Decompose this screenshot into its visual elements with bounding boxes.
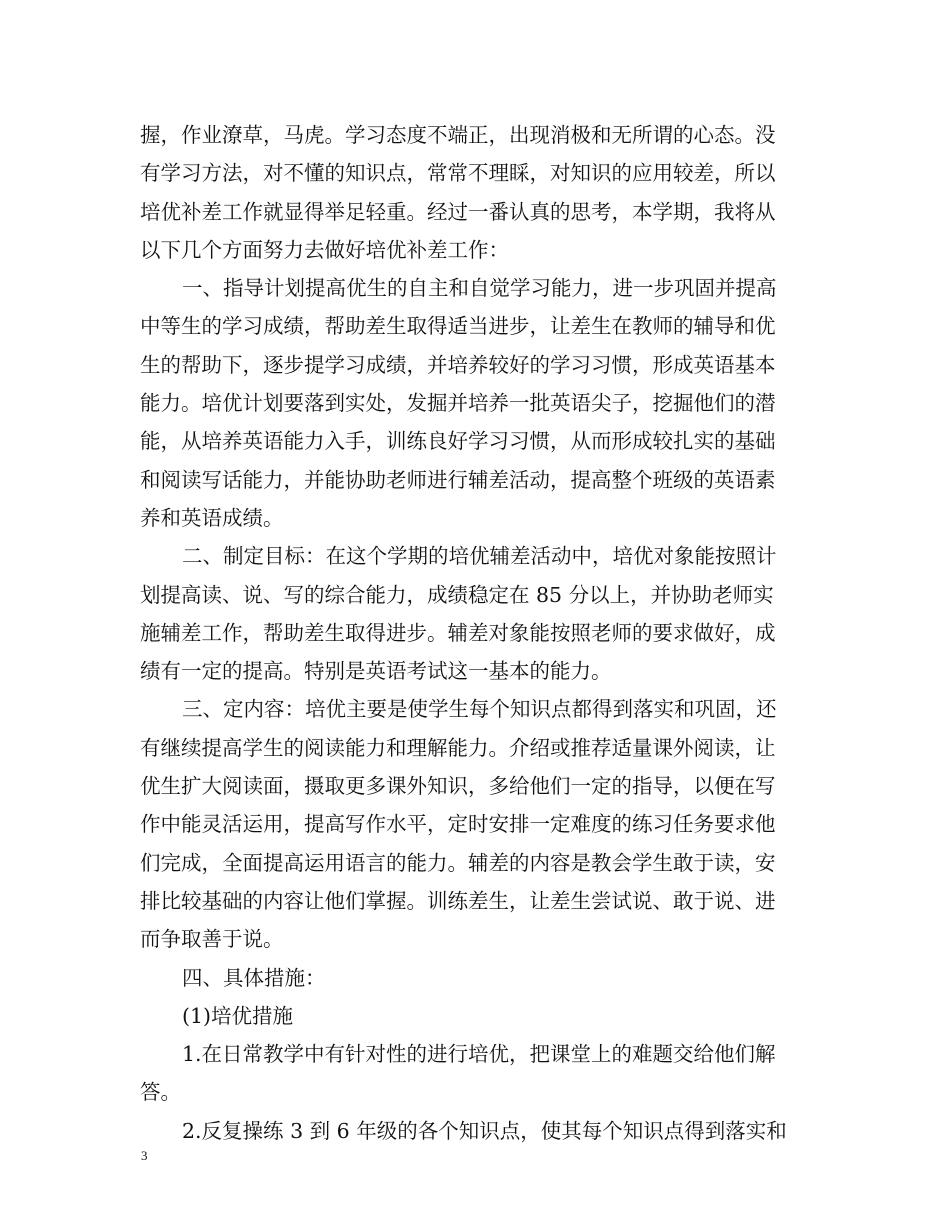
text-line: 排比较基础的内容让他们掌握。训练差生，让差生尝试说、敢于说、进 xyxy=(140,888,776,913)
text-line: 握，作业潦草，马虎。学习态度不端正，出现消极和无所谓的心态。没 xyxy=(140,123,776,147)
text-line: (1)培优措施 xyxy=(182,1003,294,1028)
text-line: 们完成，全面提高运用语言的能力。辅差的内容是教会学生敢于读，安 xyxy=(140,850,776,875)
text-line: 作中能灵活运用，提高写作水平，定时安排一定难度的练习任务要求他 xyxy=(140,812,776,837)
text-line: 施辅差工作，帮助差生取得进步。辅差对象能按照老师的要求做好，成 xyxy=(140,620,776,645)
text-line: 优生扩大阅读面，摄取更多课外知识，多给他们一定的指导，以便在写 xyxy=(140,774,776,799)
text-line: 而争取善于说。 xyxy=(140,927,284,952)
text-line: 培优补差工作就显得举足轻重。经过一番认真的思考，本学期，我将从 xyxy=(140,199,776,224)
text-line: 中等生的学习成绩，帮助差生取得适当进步，让差生在教师的辅导和优 xyxy=(140,314,776,339)
text-line: 养和英语成绩。 xyxy=(140,505,284,530)
text-line: 答。 xyxy=(140,1080,181,1105)
text-line: 四、具体措施： xyxy=(182,965,326,990)
page-number: 3 xyxy=(141,1148,148,1163)
text-line: 有继续提高学生的阅读能力和理解能力。介绍或推荐适量课外阅读，让 xyxy=(140,735,776,760)
text-line: 有学习方法，对不懂的知识点，常常不理睬，对知识的应用较差，所以 xyxy=(140,161,776,186)
text-line: 划提高读、说、写的综合能力，成绩稳定在 85 分以上，并协助老师实 xyxy=(140,582,774,607)
text-line: 一、指导计划提高优生的自主和自觉学习能力，进一步巩固并提高 xyxy=(182,276,777,301)
text-line: 和阅读写话能力，并能协助老师进行辅差活动，提高整个班级的英语素 xyxy=(140,467,776,492)
text-line: 能，从培养英语能力入手，训练良好学习习惯，从而形成较扎实的基础 xyxy=(140,429,776,454)
text-line: 2.反复操练 3 到 6 年级的各个知识点，使其每个知识点得到落实和 xyxy=(182,1118,787,1143)
text-line: 绩有一定的提高。特别是英语考试这一基本的能力。 xyxy=(140,659,612,684)
text-line: 以下几个方面努力去做好培优补差工作： xyxy=(140,237,509,262)
text-line: 二、制定目标：在这个学期的培优辅差活动中，培优对象能按照计 xyxy=(182,544,777,569)
text-line: 三、定内容：培优主要是使学生每个知识点都得到落实和巩固，还 xyxy=(182,697,777,722)
body-text xyxy=(140,116,816,1150)
text-line: 能力。培优计划要落到实处，发掘并培养一批英语尖子，挖掘他们的潜 xyxy=(140,391,776,416)
text-line: 1.在日常教学中有针对性的进行培优，把课堂上的难题交给他们解 xyxy=(182,1042,776,1067)
text-line: 生的帮助下，逐步提学习成绩，并培养较好的学习习惯，形成英语基本 xyxy=(140,352,776,377)
